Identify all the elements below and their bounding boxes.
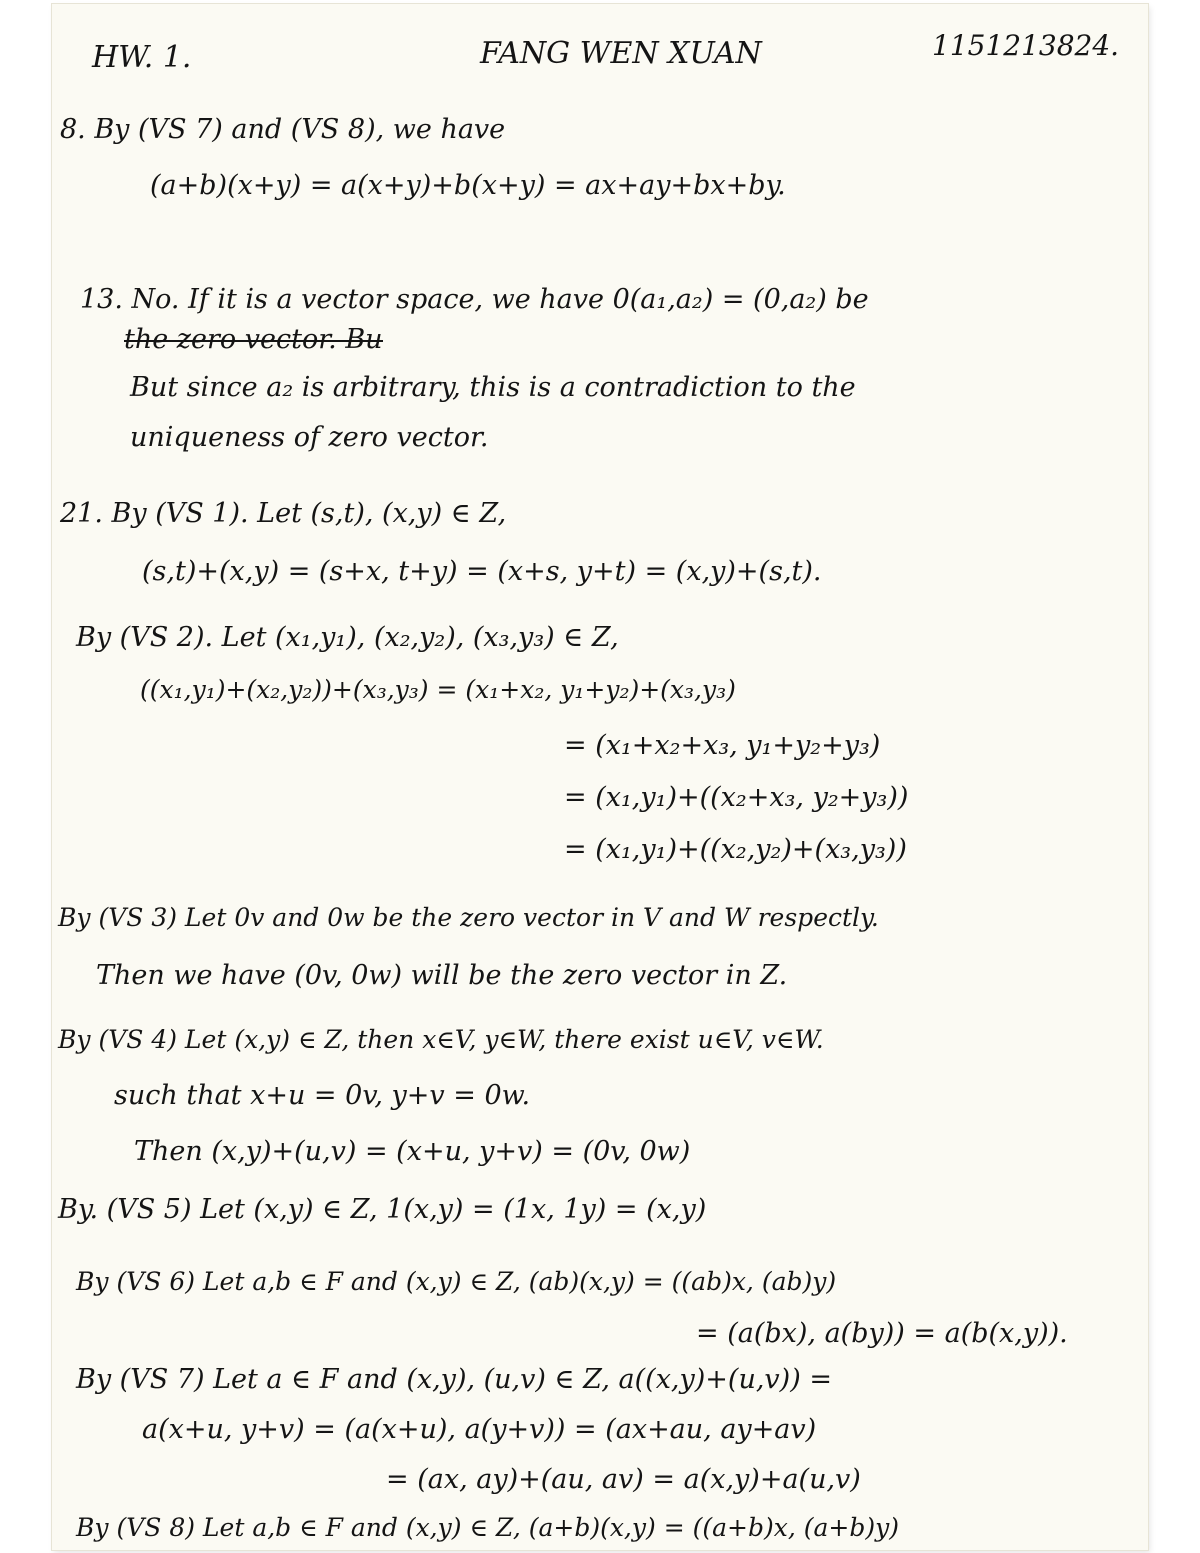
problem-21-vs4-line-3: Then (x,y)+(u,v) = (x+u, y+v) = (0v, 0w) xyxy=(134,1136,691,1167)
problem-21-vs6-line-2: = (a(bx), a(by)) = a(b(x,y)). xyxy=(696,1318,1068,1349)
problem-13-line-3: But since a₂ is arbitrary, this is a contradiction to the xyxy=(130,372,856,403)
problem-13-line-1: 13. No. If it is a vector space, we have 0(a₁,a₂) = (0,a₂) be xyxy=(80,284,869,315)
problem-21-vs7-line-3: = (ax, ay)+(au, av) = a(x,y)+a(u,v) xyxy=(386,1464,861,1495)
crossed-out-text: the zero vector. Bu xyxy=(124,324,383,355)
problem-21-vs2-line-4: = (x₁,y₁)+((x₂+x₃, y₂+y₃)) xyxy=(564,782,909,813)
problem-21-vs2-line-2: ((x₁,y₁)+(x₂,y₂))+(x₃,y₃) = (x₁+x₂, y₁+y₂)+(x₃,y₃) xyxy=(140,675,736,704)
problem-13-line-2 xyxy=(124,324,383,356)
problem-21-vs2-line-3: = (x₁+x₂+x₃, y₁+y₂+y₃) xyxy=(564,730,881,761)
problem-21-vs2-line-1: By (VS 2). Let (x₁,y₁), (x₂,y₂), (x₃,y₃) ∈ Z, xyxy=(76,622,619,653)
problem-21-vs8-line-1: By (VS 8) Let a,b ∈ F and (x,y) ∈ Z, (a+b)(x,y) = ((a+b)x, (a+b)y) xyxy=(76,1513,899,1542)
problem-21-vs6-line-1: By (VS 6) Let a,b ∈ F and (x,y) ∈ Z, (ab)(x,y) = ((ab)x, (ab)y) xyxy=(76,1267,837,1296)
problem-21-vs1-line-2: (s,t)+(x,y) = (s+x, t+y) = (x+s, y+t) = (x,y)+(s,t). xyxy=(142,556,822,587)
problem-21-vs3-line-1: By (VS 3) Let 0v and 0w be the zero vector in V and W respectly. xyxy=(58,903,879,932)
problem-21-vs4-line-2: such that x+u = 0v, y+v = 0w. xyxy=(114,1080,531,1111)
problem-21-vs4-line-1: By (VS 4) Let (x,y) ∈ Z, then x∈V, y∈W, there exist u∈V, v∈W. xyxy=(58,1025,824,1054)
problem-21-vs7-line-1: By (VS 7) Let a ∈ F and (x,y), (u,v) ∈ Z, a((x,y)+(u,v)) = xyxy=(76,1364,832,1395)
header-title: HW. 1. xyxy=(92,40,192,75)
homework-sheet xyxy=(52,4,1148,1550)
problem-8-line-2: (a+b)(x+y) = a(x+y)+b(x+y) = ax+ay+bx+by. xyxy=(150,170,786,201)
problem-8-line-1: 8. By (VS 7) and (VS 8), we have xyxy=(60,114,506,145)
problem-21-vs7-line-2: a(x+u, y+v) = (a(x+u), a(y+v)) = (ax+au, ay+av) xyxy=(142,1414,817,1445)
problem-21-vs3-line-2: Then we have (0v, 0w) will be the zero vector in Z. xyxy=(96,960,788,991)
problem-21-vs1-line-1: 21. By (VS 1). Let (s,t), (x,y) ∈ Z, xyxy=(60,498,507,529)
header-student-id: 1151213824. xyxy=(932,29,1120,62)
problem-21-vs5-line-1: By. (VS 5) Let (x,y) ∈ Z, 1(x,y) = (1x, 1y) = (x,y) xyxy=(58,1194,707,1225)
problem-21-vs2-line-5: = (x₁,y₁)+((x₂,y₂)+(x₃,y₃)) xyxy=(564,834,907,865)
header-name: FANG WEN XUAN xyxy=(480,36,762,71)
problem-13-line-4: uniqueness of zero vector. xyxy=(130,422,489,453)
